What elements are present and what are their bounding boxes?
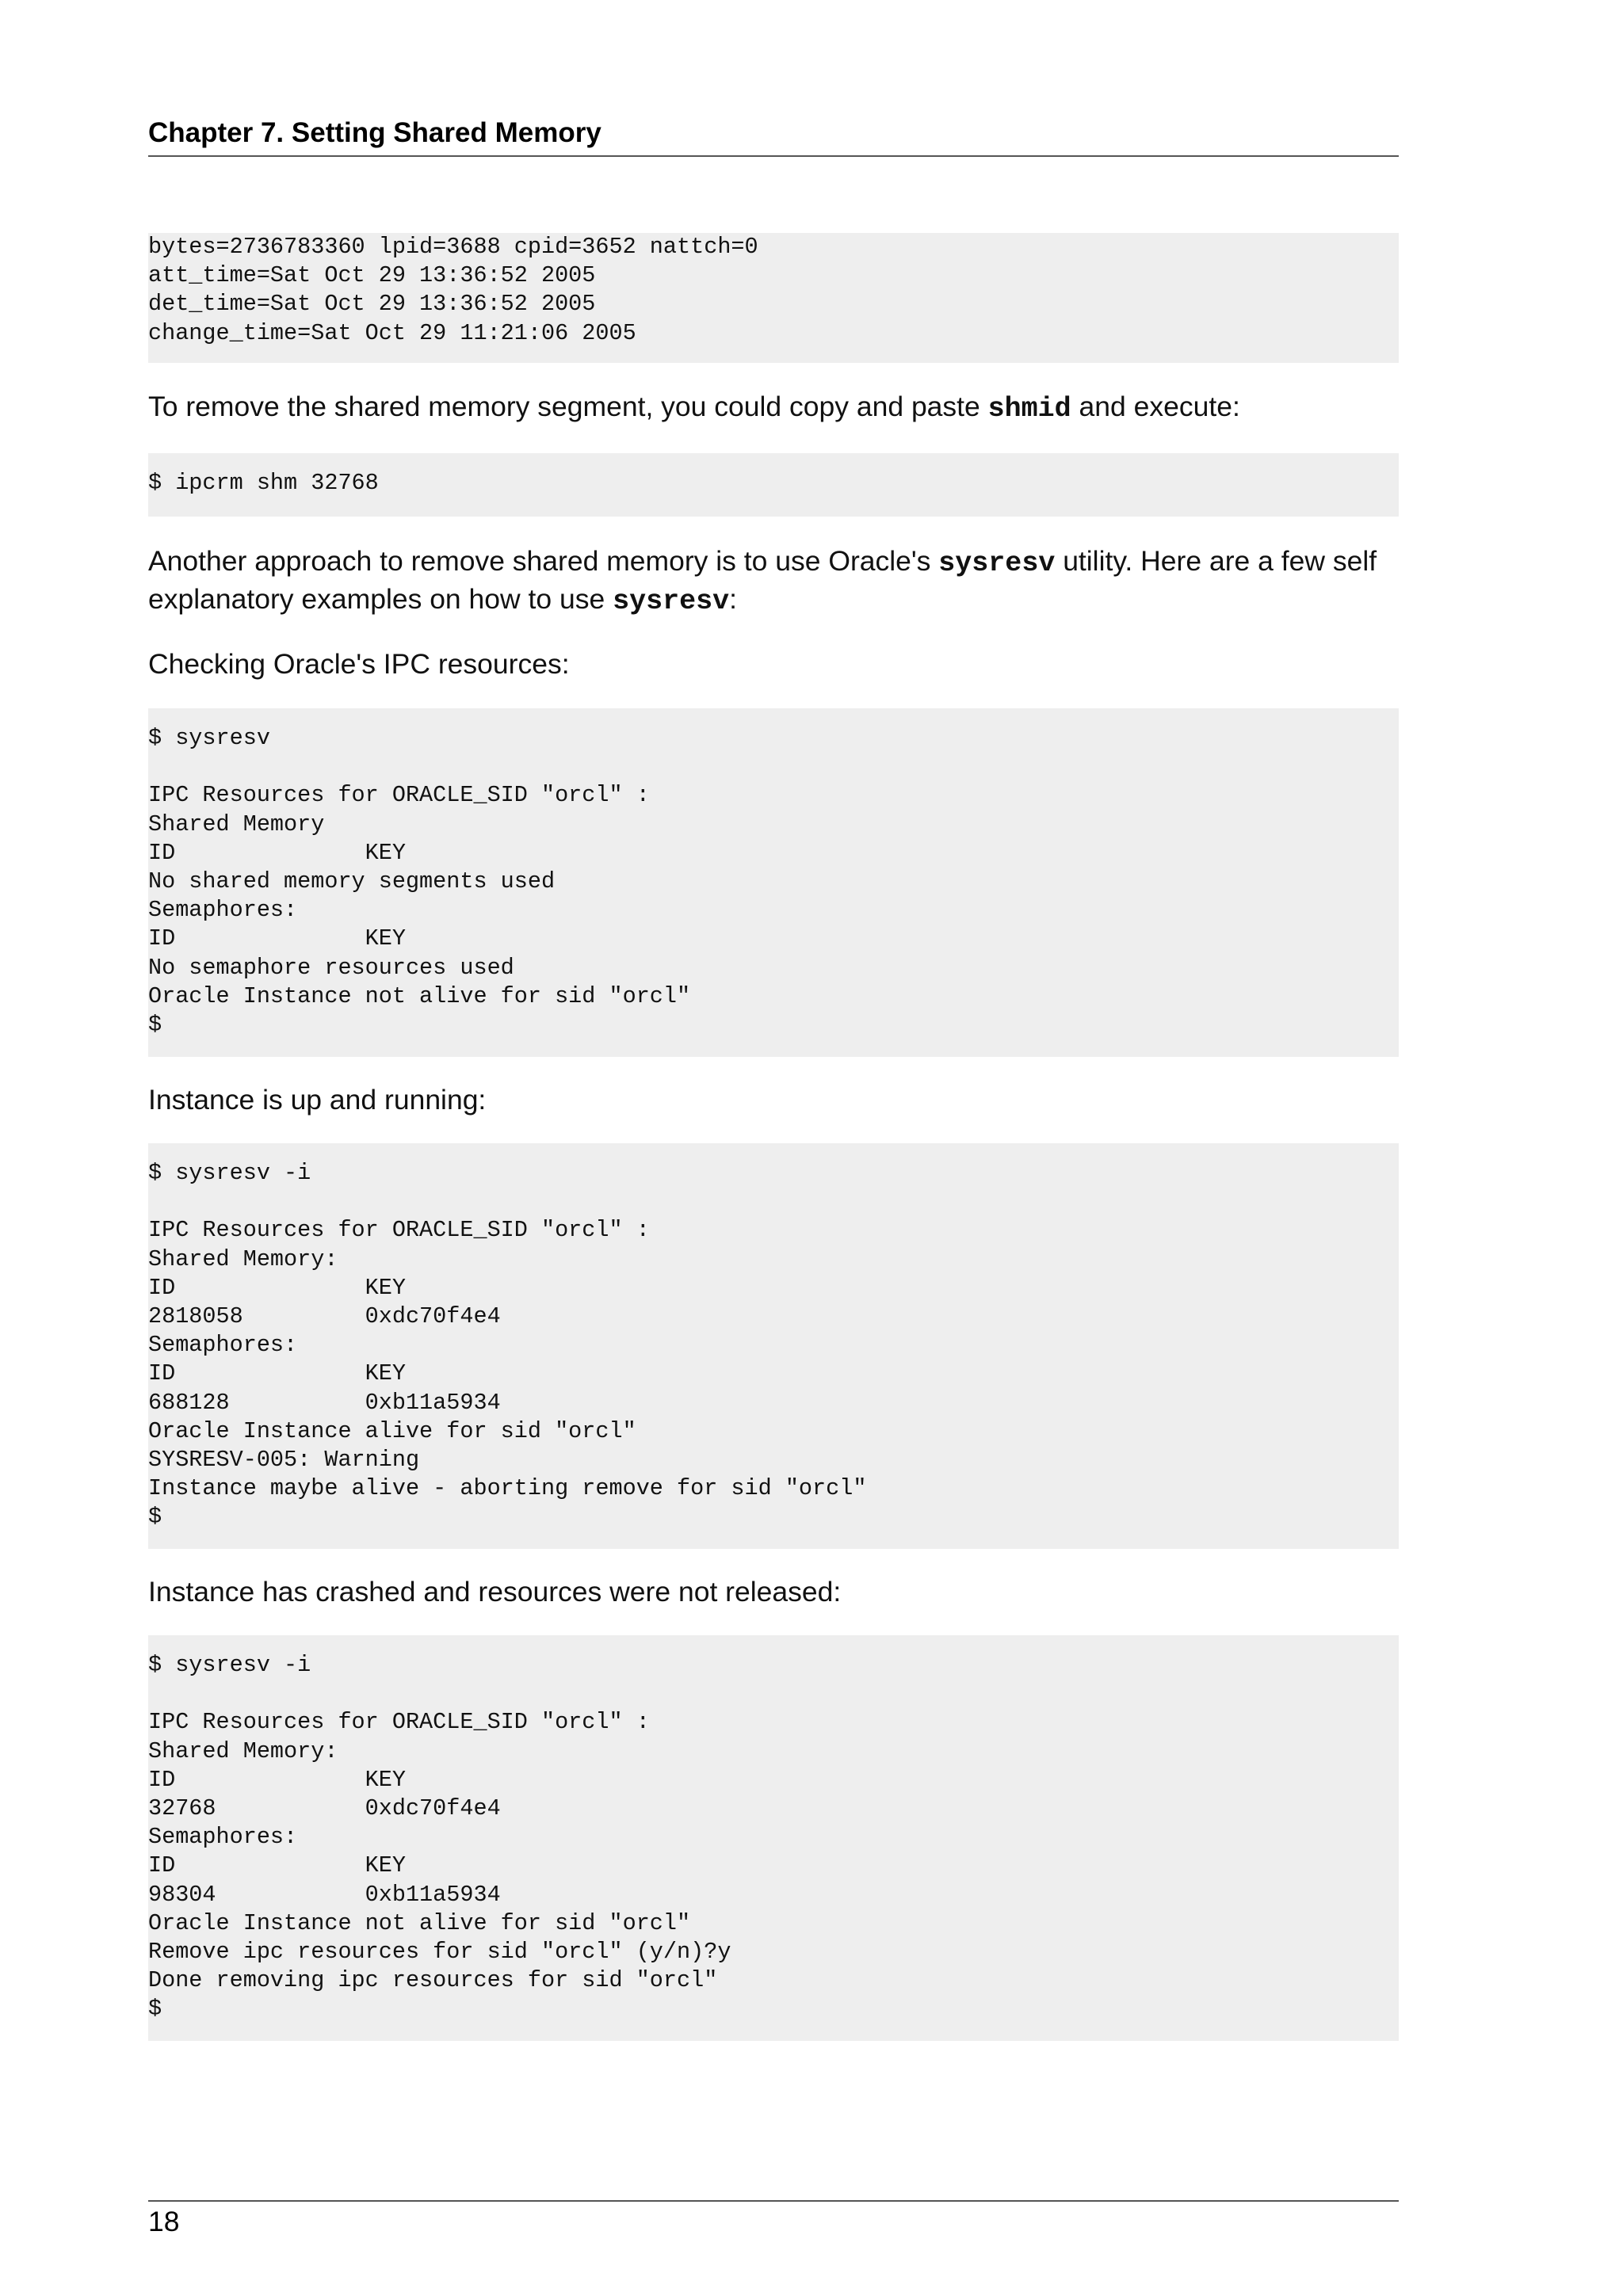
inline-code-sysresv: sysresv [938,547,1056,579]
paragraph-text: utility. Here are a few self explanatory examples on how to use [148,545,1377,615]
paragraph-remove-segment [148,389,1399,427]
page-number: 18 [148,2206,180,2237]
code-block-sysresv-running: $ sysresv -i IPC Resources for ORACLE_SID "orcl" : Shared Memory: ID KEY 2818058 0xdc70f4e4 Semaphores: ID KEY 688128 0xb11a5934 Oracle Instance alive for sid "orcl" SYSRESV-005: Warning Instance maybe alive - aborting remove for sid "orcl" $ [148,1143,1399,1549]
footer-divider [148,2200,1399,2202]
inline-code-sysresv: sysresv [613,585,730,617]
code-block-sysresv-crashed: $ sysresv -i IPC Resources for ORACLE_SID "orcl" : Shared Memory: ID KEY 32768 0xdc70f4e4 Semaphores: ID KEY 98304 0xb11a5934 Oracle Instance not alive for sid "orcl" Remove ipc resources for sid "orcl" (y/n)?y Done removing ipc resources for sid "orcl" $ [148,1635,1399,2041]
paragraph-instance-crashed: Instance has crashed and resources were not released: [148,1576,842,1608]
code-block-sysresv: $ sysresv IPC Resources for ORACLE_SID "orcl" : Shared Memory ID KEY No shared memory segments used Semaphores: ID KEY No semaphore resources used Oracle Instance not alive for sid "orcl" $ [148,708,1399,1057]
paragraph-instance-running: Instance is up and running: [148,1084,487,1116]
paragraph-text: and execute: [1071,391,1240,422]
chapter-title: Chapter 7. Setting Shared Memory [148,116,1399,157]
paragraph-checking-ipc: Checking Oracle's IPC resources: [148,648,570,680]
page-content [148,233,1399,2041]
paragraph-text: : [729,583,738,615]
paragraph-sysresv-intro [148,543,1399,620]
code-block-shm-details: bytes=2736783360 lpid=3688 cpid=3652 nattch=0 att_time=Sat Oct 29 13:36:52 2005 det_time=Sat Oct 29 13:36:52 2005 change_time=Sat Oct 29 11:21:06 2005 [148,233,1399,363]
paragraph-text: Another approach to remove shared memory is to use Oracle's [148,545,939,577]
paragraph-text: To remove the shared memory segment, you could copy and paste [148,391,988,422]
inline-code-shmid: shmid [987,393,1071,425]
code-block-ipcrm: $ ipcrm shm 32768 [148,453,1399,517]
document-page [148,0,1399,2296]
